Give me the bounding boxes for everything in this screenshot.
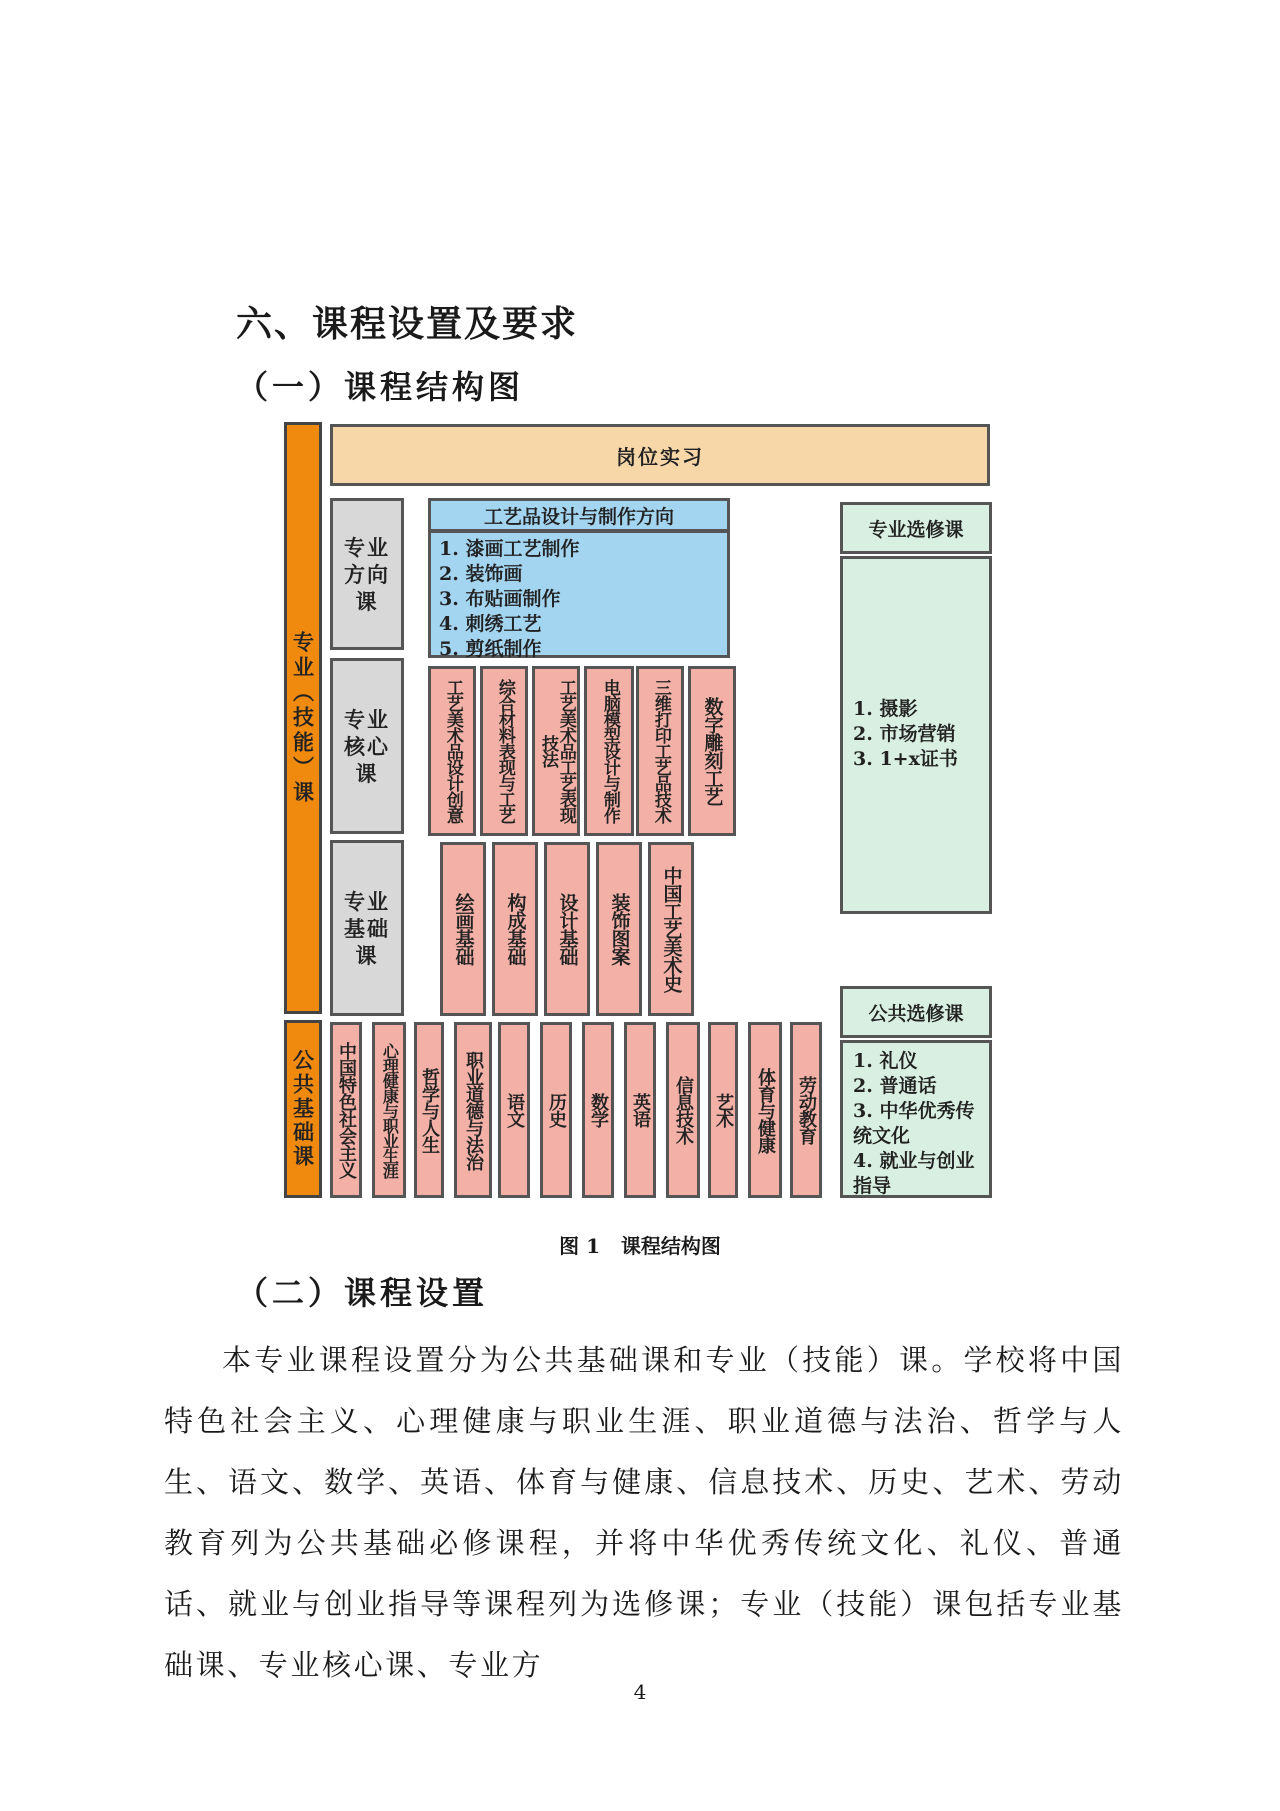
basic-course-label: 专业基础课 [330,840,404,1016]
core-course-box: 三维打印工艺品技术 [636,666,684,836]
specialty-category-bar: 专业（技能）课 [284,422,322,1014]
public-elective-title: 公共选修课 [840,986,992,1038]
public-elective-item: 3. 中华优秀传统文化 [853,1100,975,1147]
specialty-elective-item: 2. 市场营销 [853,723,956,745]
public-elective-list [840,1040,992,1198]
core-course-box: 数字雕刻工艺 [688,666,736,836]
specialty-elective-item: 3. 1+x证书 [853,748,958,770]
specialty-elective-item: 1. 摄影 [853,698,918,720]
public-course-box: 哲学与人生 [414,1022,444,1198]
basic-course-box: 装饰图案 [596,842,642,1016]
core-course-box: 工艺美术品工艺表现技法 [532,666,580,836]
basic-course-box: 设计基础 [544,842,590,1016]
body-paragraph: 本专业课程设置分为公共基础课和专业（技能）课。学校将中国特色社会主义、心理健康与职业生涯、职业道德与法治、哲学与人生、语文、数学、英语、体育与健康、信息技术、历史、艺术、劳动教育列为公共基础必修课程，并将中华优秀传统文化、礼仪、普通话、就业与创业指导等课程列为选修课；专业（技能）课包括专业基础课、专业核心课、专业方 [164,1343,1124,1682]
basic-course-box: 绘画基础 [440,842,486,1016]
core-course-box: 综合材料表现与工艺 [480,666,528,836]
direction-course-label: 专业方向课 [330,498,404,650]
public-course-box: 心理健康与职业生涯 [372,1022,406,1198]
public-course-box: 中国特色社会主义 [330,1022,362,1198]
core-course-label: 专业核心课 [330,658,404,834]
section-heading: 六、课程设置及要求 [236,303,579,345]
public-elective-item: 2. 普通话 [853,1075,937,1097]
specialty-elective-list [840,556,992,914]
public-course-box: 语文 [498,1022,530,1198]
public-course-box: 艺术 [708,1022,738,1198]
direction-title: 工艺品设计与制作方向 [428,498,730,532]
basic-course-box: 构成基础 [492,842,538,1016]
direction-list [428,530,730,658]
public-course-box: 职业道德与法治 [454,1022,492,1198]
direction-list-item: 3. 布贴画制作 [439,588,561,610]
public-course-box: 数学 [582,1022,614,1198]
public-course-box: 英语 [624,1022,656,1198]
public-course-box: 劳动教育 [790,1022,822,1198]
subsection-heading-structure: （一）课程结构图 [236,368,525,406]
specialty-elective-title: 专业选修课 [840,502,992,554]
direction-list-item: 1. 漆画工艺制作 [439,538,580,560]
public-elective-item: 4. 就业与创业指导 [853,1150,975,1197]
public-elective-item: 1. 礼仪 [853,1050,918,1072]
public-course-box: 体育与健康 [748,1022,782,1198]
basic-course-box: 中国工艺美术史 [648,842,694,1016]
internship-box: 岗位实习 [330,424,990,486]
direction-list-item: 2. 装饰画 [439,563,523,585]
public-course-box: 信息技术 [666,1022,700,1198]
core-course-box: 工艺美术品设计创意 [428,666,476,836]
page-number: 4 [633,1680,647,1704]
core-course-box: 电脑模型设计与制作 [584,666,634,836]
public-category-bar: 公共基础课 [284,1020,322,1198]
figure-caption: 图 1 课程结构图 [559,1234,721,1258]
subsection-heading-setup: （二）课程设置 [236,1274,489,1312]
direction-list-item: 5. 剪纸制作 [439,638,542,660]
public-course-box: 历史 [540,1022,572,1198]
direction-list-item: 4. 刺绣工艺 [439,613,542,635]
